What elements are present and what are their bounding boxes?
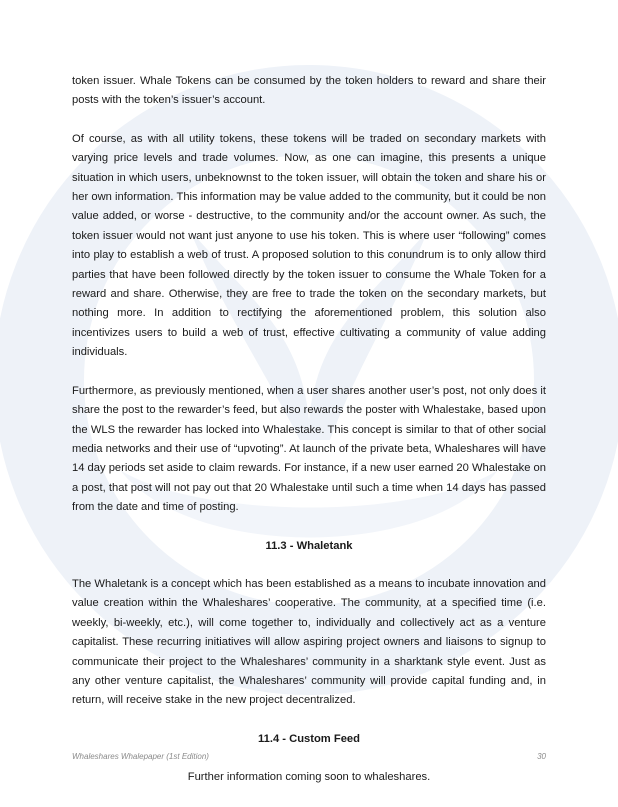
paragraph-whaletank: The Whaletank is a concept which has been established as a means to incubate innovation and value creation within the Whaleshares’ cooperative. The community, at a specified time (i.e. weekly, bi-weekly, etc.), will come together to, individually and collectively act as a venture capitalist. These recurring initiatives will allow aspiring project owners and liaisons to signup to communicate their project to the Whaleshares’ community in a sharktank style event. Just as any other venture capitalist, the Whaleshares’ community will provide capital funding and, in return, will receive stake in the new project decentralized. <box>72 577 546 707</box>
section-heading-whaletank: 11.3 - Whaletank <box>265 539 353 552</box>
page-number: 30 <box>537 752 546 761</box>
section-heading-custom-feed: 11.4 - Custom Feed <box>258 732 360 745</box>
page-content <box>72 72 546 807</box>
paragraph-rewards: Furthermore, as previously mentioned, when a user shares another user’s post, not only does it share the post to the rewarder’s feed, but also rewards the poster with Whalestake, based upon the WLS the rewarder has locked into Whalestake. This concept is similar to that of other social media networks and their use of “upvoting”. At launch of the private beta, Whaleshares will have 14 day periods set aside to claim rewards. For instance, if a new user earned 20 Whalestake on a post, that post will not pay out that 20 Whalestake until such a time when 14 days has passed from the date and time of posting. <box>72 384 546 514</box>
paragraph-token-issuer: token issuer. Whale Tokens can be consumed by the token holders to reward and share their posts with the token’s issuer’s account. <box>72 75 546 107</box>
paragraph-custom-feed: Further information coming soon to whaleshares. <box>187 771 431 784</box>
footer-title: Whaleshares Whalepaper (1st Edition) <box>72 752 209 761</box>
paragraph-utility-tokens: Of course, as with all utility tokens, these tokens will be traded on secondary markets with varying price levels and trade volumes. Now, as one can imagine, this presents a unique situation in which users, unbeknownst to the token issuer, will obtain the token and share his or her own information. This information may be value added to the community, but it could be non value added, or worse - destructive, to the community and/or the account owner. As such, the token issuer would not want just anyone to use his token. This is where user “following” comes into play to establish a web of trust. A proposed solution to this conundrum is to only allow third parties that have been followed directly by the token issuer to consume the Whale Token for a reward and share. Otherwise, they are free to trade the token on the secondary markets, but nothing more. In addition to rectifying the aforementioned problem, this solution also incentivizes users to build a web of trust, effective cultivating a community of value adding individuals. <box>72 132 546 359</box>
